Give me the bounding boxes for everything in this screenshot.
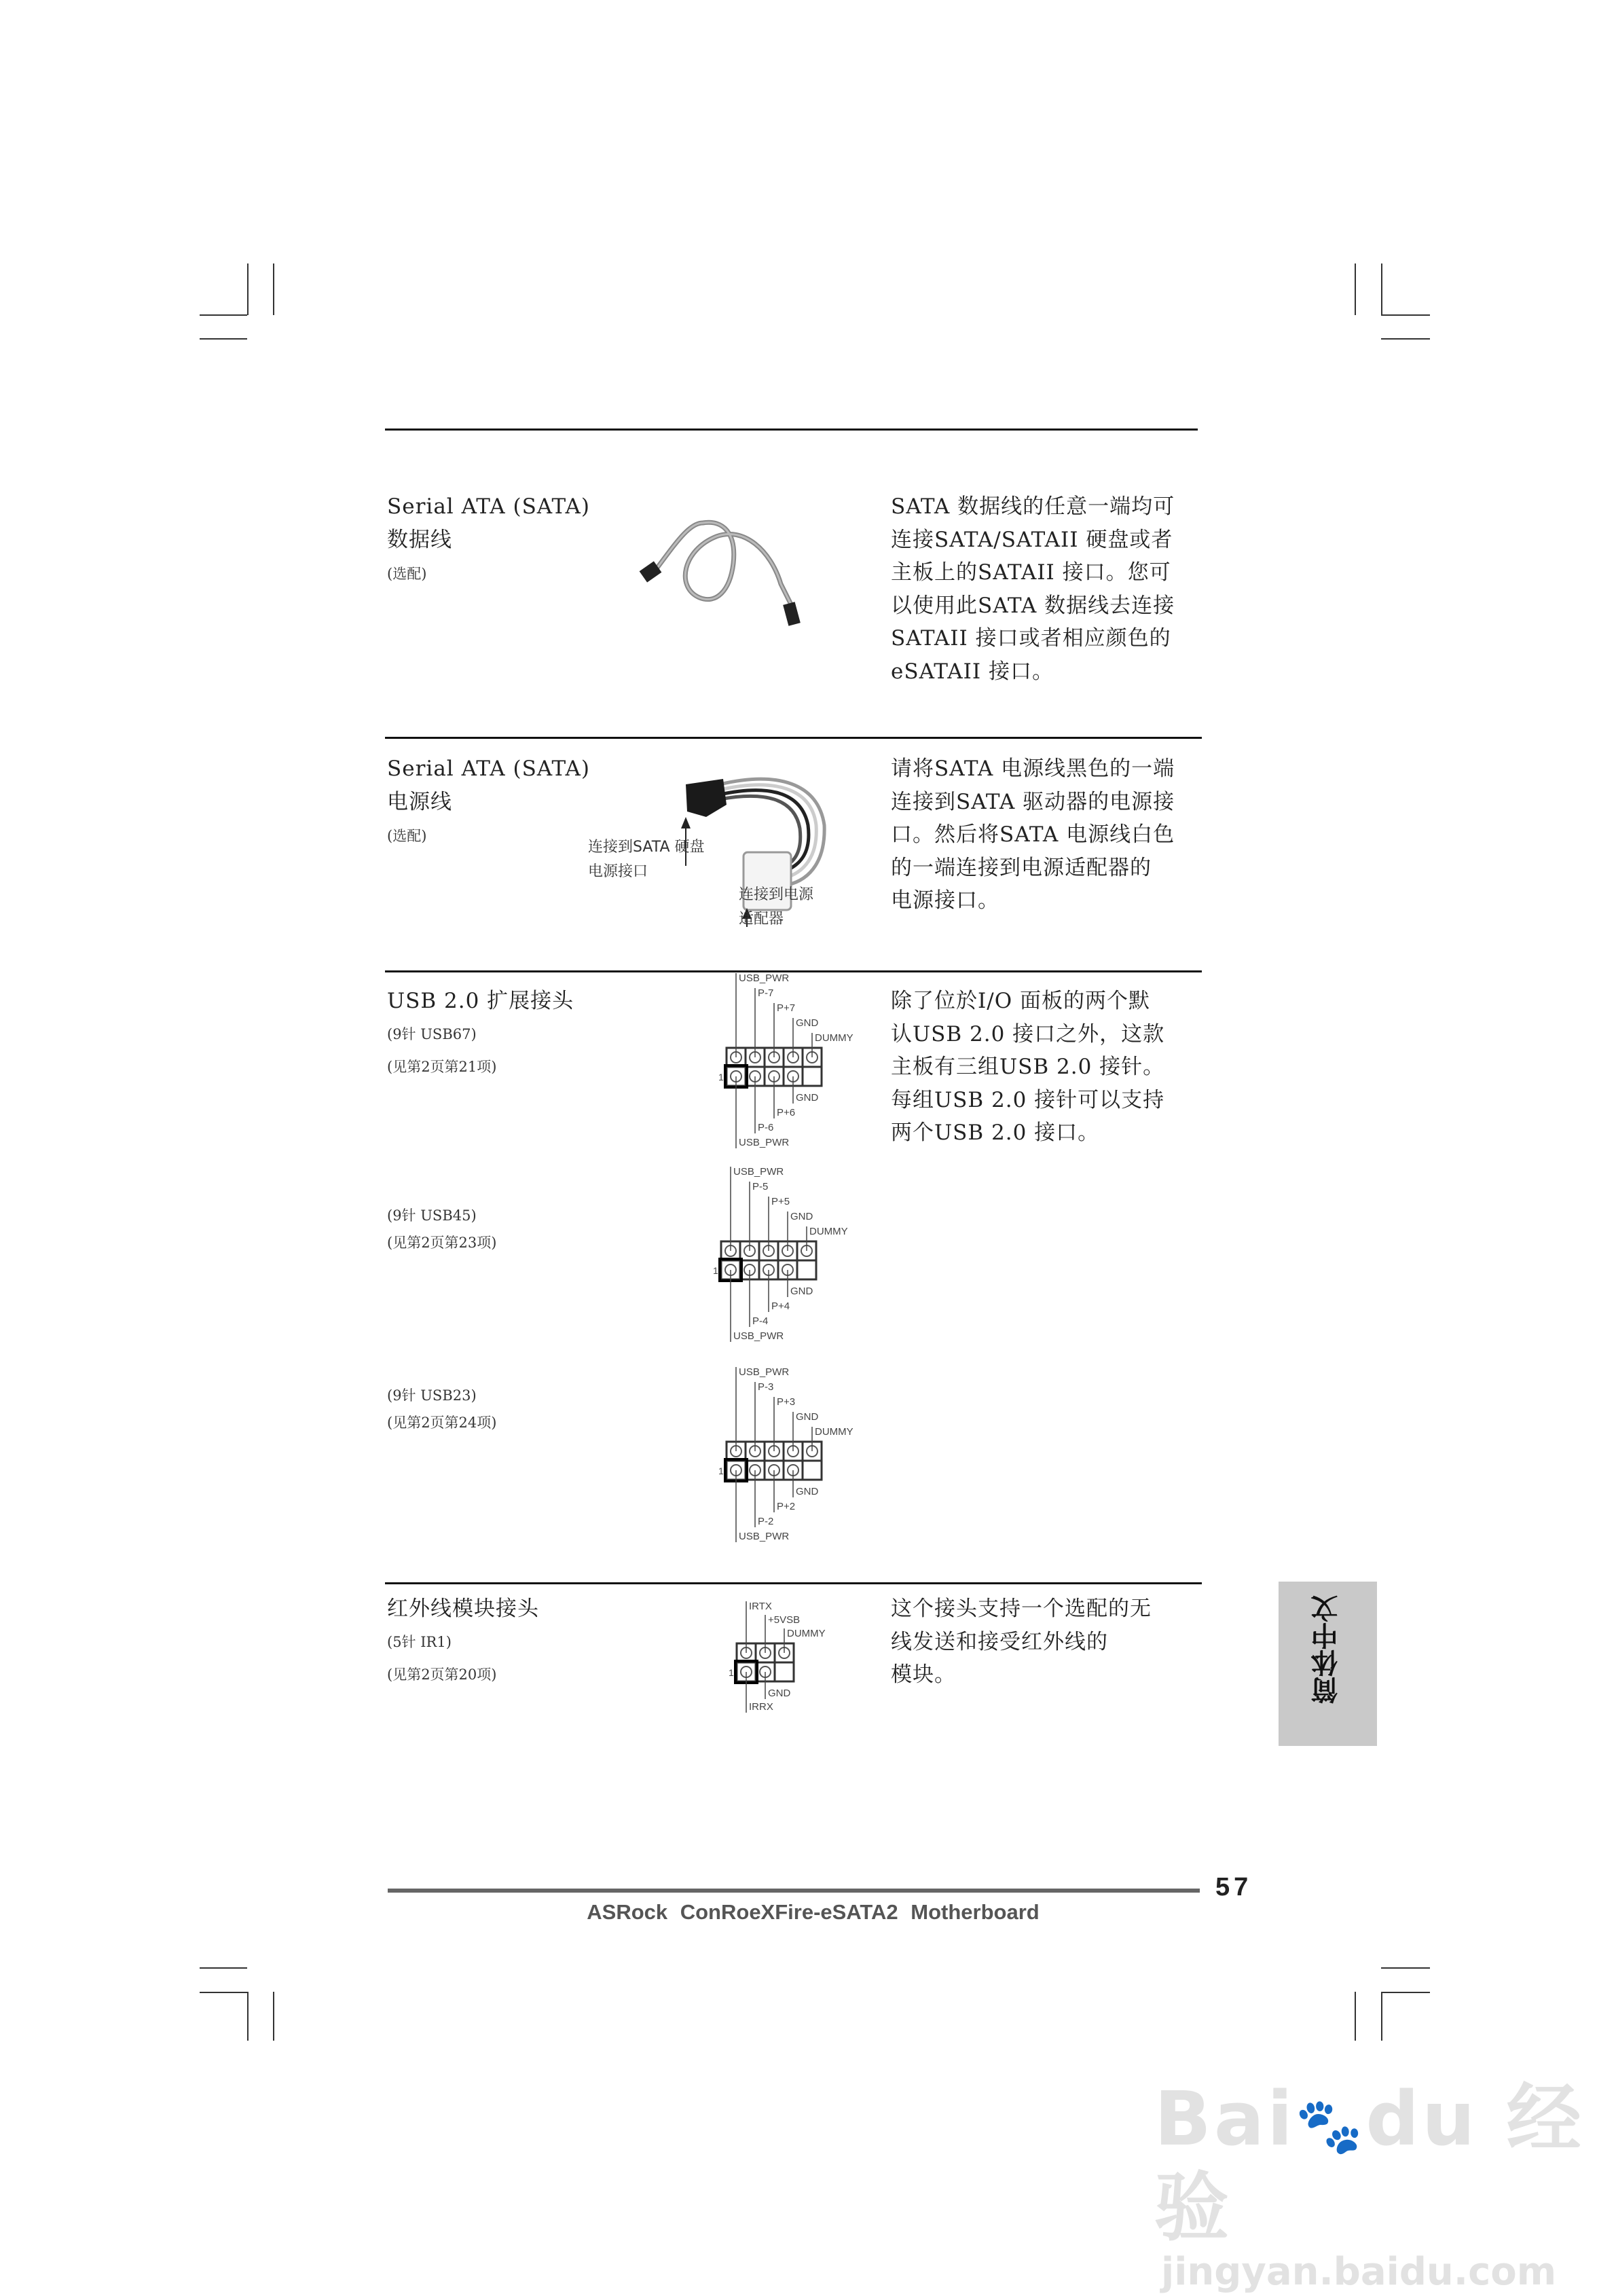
sata-cable-title: Serial ATA (SATA) (387, 494, 590, 519)
pin-label: P+7 (777, 1002, 796, 1014)
description-line: SATA 数据线的任意一端均可 (891, 494, 1175, 519)
usb45-pins: (9针 USB45) (387, 1207, 477, 1224)
usb45-ref: (见第2页第23项) (387, 1235, 497, 1251)
section-divider (385, 970, 1202, 972)
pin1-label: 1 (729, 1667, 734, 1678)
description-line: 请将SATA 电源线黑色的一端 (891, 757, 1175, 781)
pin-label: IRRX (749, 1701, 773, 1713)
pin1-label: 1 (718, 1072, 724, 1082)
crop-mark (200, 314, 247, 316)
description-line: SATAII 接口或者相应颜色的 (891, 626, 1171, 651)
baidu-watermark-logo: Bai🐾du 经验 jingyan.baidu.com (1154, 2075, 1584, 2294)
description-line: 口。然后将SATA 电源线白色 (891, 822, 1175, 847)
pin-label: P-3 (758, 1381, 774, 1393)
sata-power-title: Serial ATA (SATA) (387, 757, 590, 781)
caption-line: 电源接口 (588, 863, 648, 880)
pin-label: GND (796, 1017, 819, 1029)
description-line: 以使用此SATA 数据线去连接 (891, 593, 1175, 618)
sata-data-cable-image (635, 509, 852, 638)
footer-title: ASRock ConRoeXFire-eSATA2 Motherboard (587, 1900, 1040, 1924)
pin-label: P+3 (777, 1396, 796, 1408)
usb45-header-diagram (694, 1166, 870, 1355)
pin-label: USB_PWR (739, 1531, 790, 1542)
pin-label: P+6 (777, 1107, 796, 1118)
description-line: 电源接口。 (891, 888, 999, 913)
language-side-tab (1279, 1582, 1377, 1746)
pin1-label: 1 (713, 1265, 718, 1276)
crop-mark (1381, 1992, 1382, 2041)
side-tab-label: 简体中文 (1311, 1595, 1342, 1704)
pin-label: P-4 (752, 1315, 769, 1327)
crop-mark (200, 1967, 247, 1969)
pin-label: P+4 (771, 1300, 790, 1312)
description-line: 的一端连接到电源适配器的 (891, 855, 1152, 880)
crop-mark (1381, 263, 1382, 315)
section-divider (385, 429, 1198, 431)
crop-mark (1381, 1967, 1430, 1969)
ir-header-title: 红外线模块接头 (387, 1597, 539, 1621)
crop-mark (1381, 1992, 1430, 1993)
pin-label: DUMMY (809, 1226, 848, 1237)
pin-cell (775, 1662, 794, 1681)
pin-label: GND (768, 1688, 791, 1699)
description-line: eSATAII 接口。 (891, 659, 1054, 684)
pin-label: USB_PWR (739, 1366, 790, 1378)
crop-mark (247, 263, 249, 315)
sata-cable-subtitle: 数据线 (387, 528, 452, 552)
crop-mark (1355, 1992, 1356, 2041)
description-line: 线发送和接受红外线的 (891, 1629, 1108, 1654)
sata-power-subtitle: 电源线 (387, 790, 452, 814)
usb23-ref: (见第2页第24项) (387, 1415, 497, 1431)
pin-label: P-2 (758, 1516, 774, 1527)
description-line: 连接SATA/SATAII 硬盘或者 (891, 527, 1173, 552)
pin-label: IRTX (749, 1601, 772, 1612)
pin-label: P+5 (771, 1196, 790, 1207)
usb23-pins: (9针 USB23) (387, 1387, 477, 1404)
ir-ref: (见第2页第20项) (387, 1666, 497, 1683)
pin-label: DUMMY (787, 1628, 826, 1639)
sata-hdd-caption (588, 835, 705, 884)
description-line: 两个USB 2.0 接口。 (891, 1120, 1100, 1145)
crop-mark (200, 338, 247, 340)
description-line: 主板有三组USB 2.0 接针。 (891, 1055, 1165, 1079)
ir-header-description (891, 1592, 1203, 1692)
description-line: 认USB 2.0 接口之外，这款 (891, 1021, 1165, 1046)
pin-label: GND (790, 1211, 813, 1222)
ir-header-diagram (710, 1592, 845, 1721)
pin-label: P-7 (758, 987, 774, 999)
caption-line: 连接到电源 (739, 886, 814, 903)
section-divider (385, 1582, 1202, 1584)
page-number: 57 (1215, 1873, 1253, 1901)
description-line: 主板上的SATAII 接口。您可 (891, 560, 1171, 585)
sata-power-description (891, 752, 1203, 917)
pin-label: P-6 (758, 1122, 774, 1133)
crop-mark (1355, 263, 1356, 315)
usb-header-title: USB 2.0 扩展接头 (387, 989, 574, 1013)
caption-line: 适配器 (739, 911, 784, 928)
pin-label: P-5 (752, 1181, 769, 1192)
pin1-label: 1 (718, 1465, 724, 1476)
pin-label: USB_PWR (739, 1137, 790, 1148)
description-line: 每组USB 2.0 接针可以支持 (891, 1087, 1165, 1112)
pin-label: GND (796, 1486, 819, 1497)
power-adapter-caption (739, 883, 813, 932)
pin-label: GND (796, 1092, 819, 1104)
description-line: 这个接头支持一个选配的无 (891, 1597, 1152, 1621)
ir-pins: (5针 IR1) (387, 1634, 452, 1650)
usb23-header-diagram (699, 1366, 876, 1567)
pin-label: DUMMY (815, 1032, 853, 1044)
usb67-ref: (见第2页第21项) (387, 1059, 497, 1075)
pin-label: USB_PWR (733, 1166, 784, 1178)
sata-cable-description (891, 490, 1203, 688)
crop-mark (273, 1992, 274, 2041)
description-line: 连接到SATA 驱动器的电源接 (891, 789, 1175, 814)
pin-cell (797, 1260, 816, 1279)
usb67-header-diagram (699, 972, 876, 1173)
crop-mark (200, 1992, 247, 1993)
crop-mark (247, 1992, 249, 2041)
pin-label: USB_PWR (739, 972, 790, 984)
pin-label: +5VSB (768, 1614, 801, 1626)
pin-label: GND (790, 1286, 813, 1297)
description-line: 除了位於I/O 面板的两个默 (891, 989, 1150, 1013)
pin-label: DUMMY (815, 1426, 853, 1438)
description-line: 模块。 (891, 1662, 956, 1687)
pin-label: USB_PWR (733, 1330, 784, 1342)
pin-cell (803, 1067, 822, 1086)
optional-note: (选配) (387, 828, 427, 844)
caption-line: 连接到SATA 硬盘 (588, 839, 705, 856)
crop-mark (1381, 314, 1430, 316)
pin-cell (803, 1461, 822, 1480)
crop-mark (273, 263, 274, 315)
pin-label: P+2 (777, 1501, 796, 1512)
usb-header-description (891, 985, 1203, 1150)
usb67-pins: (9针 USB67) (387, 1026, 477, 1042)
optional-note: (选配) (387, 566, 427, 582)
crop-mark (1381, 338, 1430, 340)
section-divider (385, 737, 1202, 739)
pin-label: GND (796, 1411, 819, 1423)
footer-rule (388, 1889, 1200, 1893)
